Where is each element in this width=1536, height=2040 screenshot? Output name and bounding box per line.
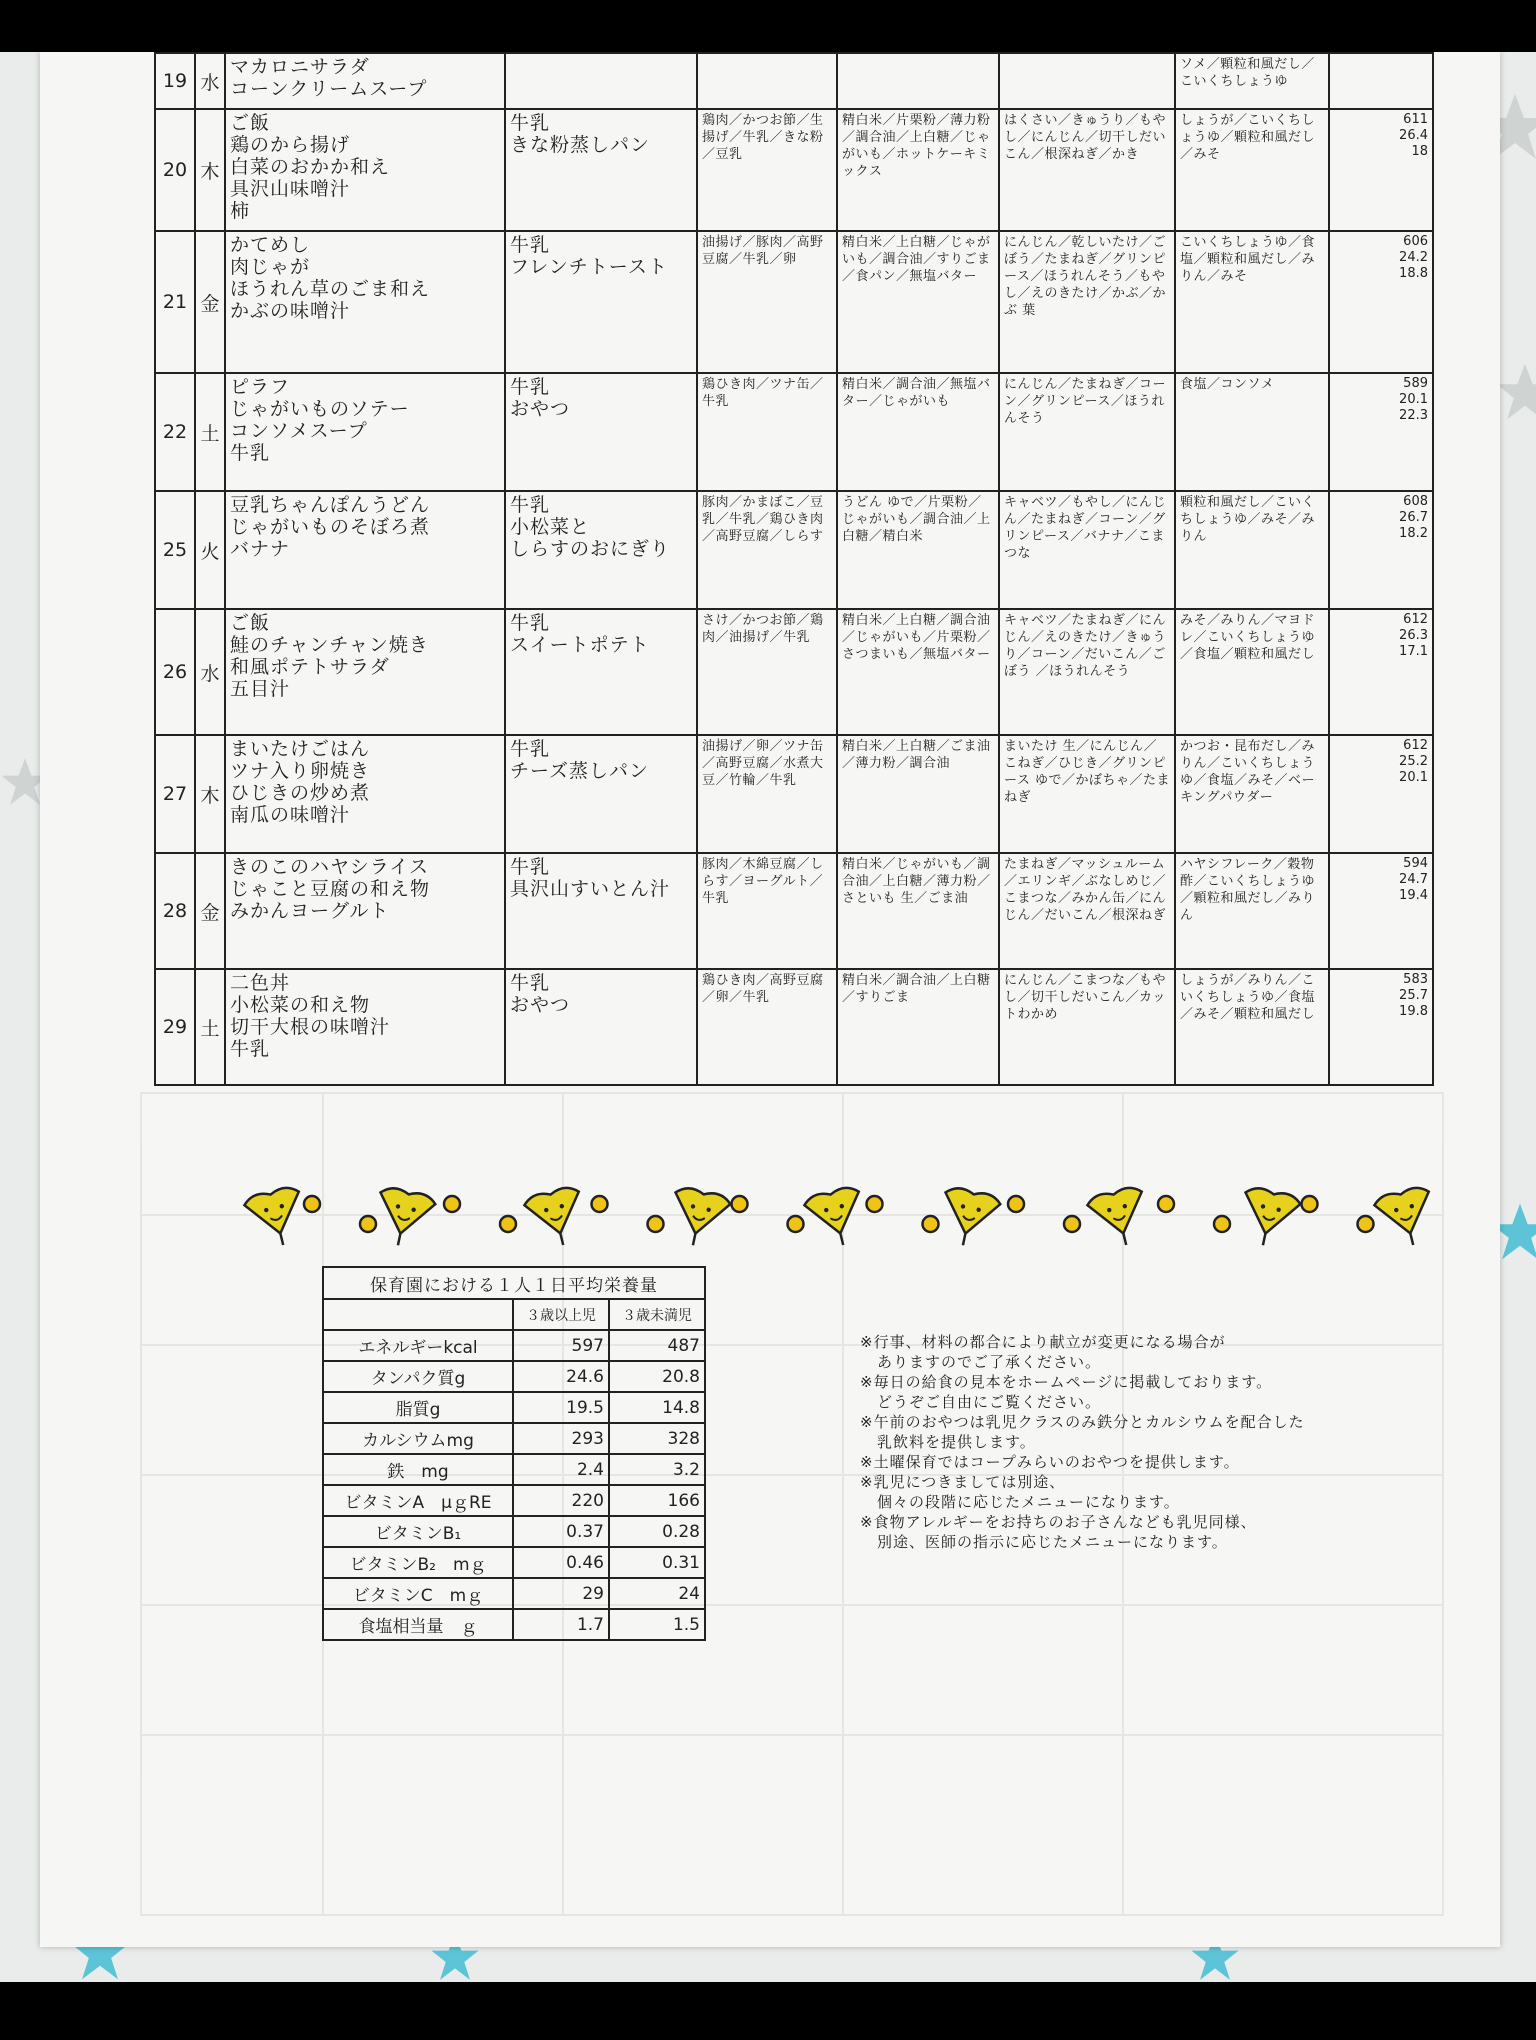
nutrition-summary-table	[322, 1266, 706, 1641]
nutrition-value: 20.1	[1399, 392, 1428, 407]
nutrition-values	[1329, 969, 1433, 1085]
nutrition-values	[1329, 53, 1433, 109]
energy-foods: 精白米／じゃがいも／調合油／上白糖／薄力粉／さといも 生／ごま油	[837, 853, 999, 969]
lunch-menu	[225, 491, 505, 609]
star-decoration	[1495, 362, 1536, 422]
menu-row	[155, 969, 1433, 1085]
snack-item: しらすのおにぎり	[510, 538, 671, 560]
snack-menu	[505, 109, 697, 231]
weekday: 金	[195, 853, 225, 969]
leaf-garland	[240, 1172, 1440, 1252]
seasonings: しょうが／みりん／こいくちしょうゆ／食塩／みそ／顆粒和風だし	[1175, 969, 1329, 1085]
value-under3: 20.8	[609, 1361, 705, 1392]
nutrition-row	[323, 1454, 705, 1485]
note-line: ※午前のおやつは乳児クラスのみ鉄分とカルシウムを配合した	[860, 1413, 1305, 1431]
lunch-menu	[225, 231, 505, 373]
nutrition-value: 611	[1403, 112, 1428, 127]
protein-foods: 鶏ひき肉／高野豆腐／卵／牛乳	[697, 969, 837, 1085]
lunch-menu	[225, 373, 505, 491]
ginkgo-leaf-icon	[523, 1185, 591, 1252]
nutrient-label: 食塩相当量 ｇ	[323, 1609, 513, 1640]
ginkgo-leaf-icon	[243, 1185, 311, 1252]
nutrition-value: 19.4	[1399, 888, 1428, 903]
seasonings: ハヤシフレーク／穀物酢／こいくちしょうゆ／顆粒和風だし／みりん	[1175, 853, 1329, 969]
dot-decoration	[1214, 1216, 1230, 1232]
nutrient-label: ビタミンB₂ mｇ	[323, 1547, 513, 1578]
lunch-item: 豆乳ちゃんぽんうどん	[230, 494, 431, 516]
nutrition-value: 24.7	[1399, 872, 1428, 887]
seasonings: かつお・昆布だし／みりん／こいくちしょうゆ／食塩／みそ／ベーキングパウダー	[1175, 735, 1329, 853]
value-over3: 19.5	[513, 1392, 609, 1423]
menu-row	[155, 491, 1433, 609]
snack-item: 小松菜と	[510, 516, 591, 538]
weekday: 火	[195, 491, 225, 609]
header-under3: ３歳未満児	[609, 1299, 705, 1330]
ginkgo-leaf-icon	[666, 1185, 732, 1251]
lunch-item: 鶏のから揚げ	[230, 134, 351, 156]
protein-foods: 鶏肉／かつお節／生揚げ／牛乳／きな粉／豆乳	[697, 109, 837, 231]
energy-foods	[837, 53, 999, 109]
lunch-item: みかんヨーグルト	[230, 900, 390, 922]
vitamin-foods: にんじん／乾しいたけ／ごぼう／たまねぎ／グリンピース／ほうれんそう／もやし／えのきたけ／かぶ／かぶ 葉	[999, 231, 1175, 373]
snack-menu	[505, 373, 697, 491]
energy-foods: 精白米／上白糖／じゃがいも／調合油／すりごま／食パン／無塩バター	[837, 231, 999, 373]
menu-row	[155, 109, 1433, 231]
nutrition-row	[323, 1547, 705, 1578]
lunch-menu	[225, 109, 505, 231]
value-over3: 24.6	[513, 1361, 609, 1392]
nutrient-label: ビタミンA μｇRE	[323, 1485, 513, 1516]
nutrient-label: ビタミンC mｇ	[323, 1578, 513, 1609]
note-line: 別途、医師の指示に応じたメニューになります。	[877, 1533, 1228, 1551]
nutrient-label: 脂質g	[323, 1392, 513, 1423]
menu-row	[155, 735, 1433, 853]
lunch-menu	[225, 969, 505, 1085]
nutrient-label: タンパク質g	[323, 1361, 513, 1392]
seasonings: こいくちしょうゆ／食塩／顆粒和風だし／みりん／みそ	[1175, 231, 1329, 373]
dot-decoration	[1302, 1196, 1318, 1212]
dot-decoration	[444, 1196, 460, 1212]
nutrition-value: 18.8	[1399, 266, 1428, 281]
nutrition-value: 594	[1403, 856, 1428, 871]
weekday: 土	[195, 969, 225, 1085]
lunch-item: じゃがいものそぼろ煮	[230, 516, 431, 538]
note-line: ※乳児につきましては別途、	[860, 1473, 1066, 1491]
ginkgo-leaf-icon	[1236, 1185, 1302, 1251]
nutrition-values	[1329, 735, 1433, 853]
nutrition-row	[323, 1609, 705, 1640]
snack-menu	[505, 231, 697, 373]
lunch-item: ピラフ	[230, 376, 291, 398]
snack-item: おやつ	[510, 994, 571, 1016]
snack-item: 牛乳	[510, 612, 551, 634]
dot-decoration	[1158, 1196, 1174, 1212]
day-number: 27	[155, 735, 195, 853]
nutrition-value: 25.7	[1399, 988, 1428, 1003]
lunch-item: じゃがいものソテー	[230, 398, 410, 420]
value-under3: 3.2	[609, 1454, 705, 1485]
dot-decoration	[788, 1216, 804, 1232]
ginkgo-leaf-icon	[371, 1185, 437, 1251]
menu-row	[155, 373, 1433, 491]
note-line: どうぞご自由にご覧ください。	[877, 1393, 1102, 1411]
snack-menu	[505, 53, 697, 109]
nutrient-label: 鉄 mg	[323, 1454, 513, 1485]
seasonings: ソメ／顆粒和風だし／こいくちしょうゆ	[1175, 53, 1329, 109]
snack-item: 牛乳	[510, 494, 551, 516]
seasonings: 顆粒和風だし／こいくちしょうゆ／みそ／みりん	[1175, 491, 1329, 609]
note-line: 乳飲料を提供します。	[877, 1433, 1036, 1451]
protein-foods: さけ／かつお節／鶏肉／油揚げ／牛乳	[697, 609, 837, 735]
dot-decoration	[1358, 1216, 1374, 1232]
lunch-item: 白菜のおかか和え	[230, 156, 391, 178]
lunch-item: 柿	[230, 200, 251, 222]
value-under3: 166	[609, 1485, 705, 1516]
lunch-item: 南瓜の味噌汁	[230, 804, 351, 826]
lunch-item: マカロニサラダ	[230, 56, 370, 78]
nutrition-row	[323, 1485, 705, 1516]
seasonings: みそ／みりん／マヨドレ／こいくちしょうゆ／食塩／顆粒和風だし	[1175, 609, 1329, 735]
energy-foods: 精白米／上白糖／調合油／じゃがいも／片栗粉／さつまいも／無塩バター	[837, 609, 999, 735]
lunch-item: 切干大根の味噌汁	[230, 1016, 391, 1038]
note-line: 個々の段階に応じたメニューになります。	[877, 1493, 1180, 1511]
menu-row	[155, 609, 1433, 735]
lunch-item: コーンクリームスープ	[230, 78, 428, 100]
snack-item: 牛乳	[510, 738, 551, 760]
ginkgo-leaf-icon	[803, 1185, 871, 1252]
snack-item: スイートポテト	[510, 634, 650, 656]
protein-foods: 豚肉／木綿豆腐／しらす／ヨーグルト／牛乳	[697, 853, 837, 969]
seasonings: 食塩／コンソメ	[1175, 373, 1329, 491]
vitamin-foods: にんじん／こまつな／もやし／切干しだいこん／カットわかめ	[999, 969, 1175, 1085]
snack-item: 牛乳	[510, 112, 551, 134]
ginkgo-leaf-icon	[1086, 1185, 1154, 1252]
dot-decoration	[1008, 1196, 1024, 1212]
nutrition-row	[323, 1361, 705, 1392]
value-over3: 1.7	[513, 1609, 609, 1640]
value-under3: 14.8	[609, 1392, 705, 1423]
nutrition-row	[323, 1392, 705, 1423]
nutrition-value: 18.2	[1399, 526, 1428, 541]
value-under3: 328	[609, 1423, 705, 1454]
day-number: 21	[155, 231, 195, 373]
note-line: ※毎日の給食の見本をホームページに掲載しております。	[860, 1373, 1273, 1391]
lunch-menu	[225, 853, 505, 969]
lunch-item: 和風ポテトサラダ	[230, 656, 390, 678]
nutrition-values	[1329, 109, 1433, 231]
lunch-item: 牛乳	[230, 442, 271, 464]
nutrition-value: 608	[1403, 494, 1428, 509]
lunch-menu	[225, 735, 505, 853]
value-over3: 0.46	[513, 1547, 609, 1578]
protein-foods: 油揚げ／豚肉／高野豆腐／牛乳／卵	[697, 231, 837, 373]
menu-table	[154, 52, 1434, 1086]
snack-item: きな粉蒸しパン	[510, 134, 651, 156]
nutrient-label: エネルギーkcal	[323, 1330, 513, 1361]
nutrition-value: 24.2	[1399, 250, 1428, 265]
lunch-item: 牛乳	[230, 1038, 271, 1060]
vitamin-foods: まいたけ 生／にんじん／こねぎ／ひじき／グリンピース ゆで／かぼちゃ／たまねぎ	[999, 735, 1175, 853]
weekday: 土	[195, 373, 225, 491]
energy-foods: 精白米／片栗粉／薄力粉／調合油／上白糖／じゃがいも／ホットケーキミックス	[837, 109, 999, 231]
nutrition-value: 22.3	[1399, 408, 1428, 423]
snack-item: 牛乳	[510, 234, 551, 256]
lunch-item: ご飯	[230, 112, 271, 134]
value-under3: 0.28	[609, 1516, 705, 1547]
dot-decoration	[867, 1196, 883, 1212]
dot-decoration	[360, 1216, 376, 1232]
day-number: 19	[155, 53, 195, 109]
snack-menu	[505, 609, 697, 735]
snack-item: 牛乳	[510, 972, 551, 994]
corner-cell	[323, 1299, 513, 1330]
note-line: ※土曜保育ではコープみらいのおやつを提供します。	[860, 1453, 1240, 1471]
lunch-item: ご飯	[230, 612, 271, 634]
protein-foods	[697, 53, 837, 109]
nutrition-row	[323, 1578, 705, 1609]
notes	[860, 1332, 1305, 1552]
protein-foods: 豚肉／かまぼこ／豆乳／牛乳／鶏ひき肉／高野豆腐／しらす	[697, 491, 837, 609]
background	[0, 52, 1536, 1982]
nutrition-value: 17.1	[1399, 644, 1428, 659]
menu-row	[155, 231, 1433, 373]
nutrition-value: 583	[1403, 972, 1428, 987]
value-under3: 0.31	[609, 1547, 705, 1578]
weekday: 金	[195, 231, 225, 373]
nutrition-values	[1329, 853, 1433, 969]
snack-item: フレンチトースト	[510, 256, 668, 278]
lunch-item: 肉じゃが	[230, 256, 311, 278]
snack-item: 牛乳	[510, 856, 551, 878]
lunch-item: きのこのハヤシライス	[230, 856, 430, 878]
nutrition-row	[323, 1330, 705, 1361]
nutrition-value: 26.7	[1399, 510, 1428, 525]
energy-foods: うどん ゆで／片栗粉／じゃがいも／調合油／上白糖／精白米	[837, 491, 999, 609]
day-number: 28	[155, 853, 195, 969]
value-over3: 220	[513, 1485, 609, 1516]
nutrient-label: ビタミンB₁	[323, 1516, 513, 1547]
value-over3: 2.4	[513, 1454, 609, 1485]
nutrition-table-caption: 保育園における１人１日平均栄養量	[323, 1267, 705, 1299]
vitamin-foods	[999, 53, 1175, 109]
nutrition-value: 26.4	[1399, 128, 1428, 143]
lunch-item: 具沢山味噌汁	[230, 178, 351, 200]
menu-row	[155, 853, 1433, 969]
seasonings: しょうが／こいくちしょうゆ／顆粒和風だし／みそ	[1175, 109, 1329, 231]
energy-foods: 精白米／上白糖／ごま油／薄力粉／調合油	[837, 735, 999, 853]
dot-decoration	[500, 1216, 516, 1232]
dot-decoration	[1064, 1216, 1080, 1232]
energy-foods: 精白米／調合油／無塩バター／じゃがいも	[837, 373, 999, 491]
vitamin-foods: にんじん／たまねぎ／コーン／グリンピース／ほうれんそう	[999, 373, 1175, 491]
vitamin-foods: キャベツ／たまねぎ／にんじん／えのきたけ／きゅうり／コーン／だいこん／ごぼう ／ほうれんそう	[999, 609, 1175, 735]
lunch-item: 鮭のチャンチャン焼き	[230, 634, 429, 656]
protein-foods: 油揚げ／卵／ツナ缶／高野豆腐／水煮大豆／竹輪／牛乳	[697, 735, 837, 853]
nutrition-value: 20.1	[1399, 770, 1428, 785]
nutrition-row	[323, 1516, 705, 1547]
nutrition-value: 612	[1403, 738, 1428, 753]
lunch-item: ほうれん草のごま和え	[230, 278, 431, 300]
lunch-item: かぶの味噌汁	[230, 300, 351, 322]
day-number: 22	[155, 373, 195, 491]
snack-menu	[505, 491, 697, 609]
vitamin-foods: キャベツ／もやし／にんじん／たまねぎ／コーン／グリンピース／バナナ／こまつな	[999, 491, 1175, 609]
nutrition-values	[1329, 373, 1433, 491]
day-number: 26	[155, 609, 195, 735]
value-over3: 293	[513, 1423, 609, 1454]
menu-sheet	[40, 52, 1500, 1947]
nutrition-value: 589	[1403, 376, 1428, 391]
nutrient-label: カルシウムmg	[323, 1423, 513, 1454]
value-over3: 0.37	[513, 1516, 609, 1547]
weekday: 水	[195, 609, 225, 735]
lunch-item: バナナ	[230, 538, 291, 560]
weekday: 木	[195, 109, 225, 231]
nutrition-value: 612	[1403, 612, 1428, 627]
dot-decoration	[304, 1196, 320, 1212]
snack-item: チーズ蒸しパン	[510, 760, 650, 782]
lunch-item: ツナ入り卵焼き	[230, 760, 371, 782]
lunch-item: ひじきの炒め煮	[230, 782, 371, 804]
nutrition-values	[1329, 491, 1433, 609]
energy-foods: 精白米／調合油／上白糖／すりごま	[837, 969, 999, 1085]
lunch-item: まいたけごはん	[230, 738, 371, 760]
nutrition-row	[323, 1423, 705, 1454]
vitamin-foods: はくさい／きゅうり／もやし／にんじん／切干しだいこん／根深ねぎ／かき	[999, 109, 1175, 231]
snack-item: 牛乳	[510, 376, 551, 398]
note-line: ※食物アレルギーをお持ちのお子さんなども乳児同様、	[860, 1513, 1257, 1531]
nutrition-value: 26.3	[1399, 628, 1428, 643]
dot-decoration	[732, 1196, 748, 1212]
day-number: 20	[155, 109, 195, 231]
lunch-menu	[225, 609, 505, 735]
lunch-item: コンソメスープ	[230, 420, 368, 442]
snack-menu	[505, 735, 697, 853]
lunch-item: 五目汁	[230, 678, 291, 700]
value-under3: 1.5	[609, 1609, 705, 1640]
dot-decoration	[648, 1216, 664, 1232]
protein-foods: 鶏ひき肉／ツナ缶／牛乳	[697, 373, 837, 491]
menu-row	[155, 53, 1433, 109]
note-line: ※行事、材料の都合により献立が変更になる場合が	[860, 1333, 1226, 1351]
ginkgo-leaf-icon	[936, 1185, 1002, 1251]
value-over3: 29	[513, 1578, 609, 1609]
snack-item: おやつ	[510, 398, 571, 420]
lunch-item: じゃこと豆腐の和え物	[230, 878, 431, 900]
note-line: ありますのでご了承ください。	[877, 1353, 1102, 1371]
lunch-item: 二色丼	[230, 972, 291, 994]
day-number: 25	[155, 491, 195, 609]
nutrition-value: 25.2	[1399, 754, 1428, 769]
header-over3: ３歳以上児	[513, 1299, 609, 1330]
value-under3: 487	[609, 1330, 705, 1361]
weekday: 水	[195, 53, 225, 109]
lunch-item: かてめし	[230, 234, 311, 256]
nutrition-values	[1329, 609, 1433, 735]
vitamin-foods: たまねぎ／マッシュルーム／エリンギ／ぶなしめじ／こまつな／みかん缶／にんじん／だいこん／根深ねぎ	[999, 853, 1175, 969]
snack-menu	[505, 969, 697, 1085]
snack-menu	[505, 853, 697, 969]
lunch-menu	[225, 53, 505, 109]
dot-decoration	[923, 1216, 939, 1232]
nutrition-values	[1329, 231, 1433, 373]
weekday: 木	[195, 735, 225, 853]
value-under3: 24	[609, 1578, 705, 1609]
lunch-item: 小松菜の和え物	[230, 994, 371, 1016]
value-over3: 597	[513, 1330, 609, 1361]
snack-item: 具沢山すいとん汁	[510, 878, 671, 900]
day-number: 29	[155, 969, 195, 1085]
nutrition-value: 18	[1411, 144, 1428, 159]
dot-decoration	[592, 1196, 608, 1212]
nutrition-value: 606	[1403, 234, 1428, 249]
nutrition-value: 19.8	[1399, 1004, 1428, 1019]
ginkgo-leaf-icon	[1373, 1185, 1440, 1252]
